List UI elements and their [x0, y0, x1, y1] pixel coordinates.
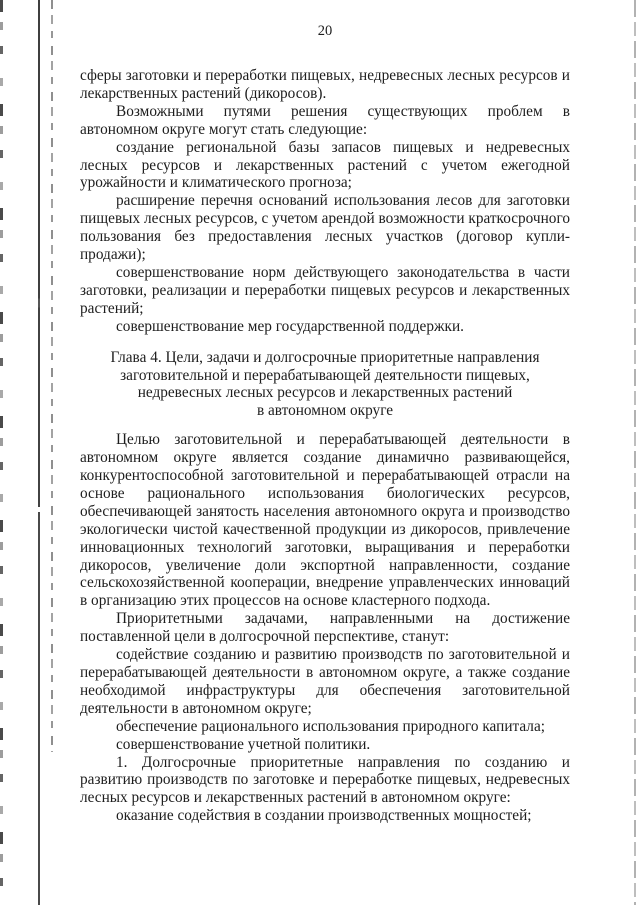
paragraph: совершенствование норм действующего законодательства в части заготовки, реализации и переработки пищевых ресурсов и лекарственных растений; — [80, 263, 570, 317]
paragraph: Возможными путями решения существующих проблем в автономном округе могут стать следующие: — [80, 102, 570, 138]
paragraph: совершенствование мер государственной поддержки. — [116, 317, 464, 335]
left-solid-rule-line — [38, 0, 40, 905]
paragraph: Целью заготовительной и перерабатывающей деятельности в автономном округе является создание динамично развивающейся, конкурентоспособной заготовительной и перерабатывающей отрасли на основе рационального использования биологических ресурсов, обеспечивающей занятость населения автономного округа и производство экологически чистой качественной продукции из дикоросов, привлечение инновационных технологий заготовки, выращивания и переработки дикоросов, увеличение доли экспортной направленности, создание сельскохозяйственной кооперации, внедрение управленческих инноваций в организацию этих процессов на основе кластерного подхода. — [80, 431, 570, 610]
chapter-heading-line: заготовительной и перерабатывающей деятельности пищевых, — [120, 366, 530, 384]
paragraph: создание региональной базы запасов пищевых и недревесных лесных ресурсов и лекарственных растений с учетом ежегодной урожайности и климатического прогноза; — [80, 138, 570, 192]
chapter-heading-line: Глава 4. Цели, задачи и долгосрочные приоритетные направления — [110, 348, 540, 366]
page-number: 20 — [317, 23, 333, 39]
paragraph: сферы заготовки и переработки пищевых, недревесных лесных ресурсов и лекарственных растений (дикоросов). — [80, 67, 570, 102]
paragraph: совершенствование учетной политики. — [116, 735, 371, 753]
paragraph: 1. Долгосрочные приоритетные направления по созданию и развитию производств по заготовке и переработке пищевых, недревесных лесных ресурсов и лекарственных растений в автономном округе: — [80, 753, 570, 807]
left-dashed-rule-line — [51, 0, 53, 752]
paragraph: содействие созданию и развитию производств по заготовительной и перерабатывающей деятельности в автономном округе, а также создание необходимой инфраструктуры для обеспечения заготовительной деятельности в автономном округе; — [80, 646, 570, 717]
scan-torn-edge-artifact — [0, 0, 3, 905]
chapter-heading-line: недревесных лесных ресурсов и лекарственных растений — [137, 384, 513, 402]
right-dashed-rule-line — [634, 0, 636, 905]
paragraph: расширение перечня оснований использования лесов для заготовки пищевых лесных ресурсов, с учетом арендой возможности краткосрочного пользования без предоставления лесных участков (договор купли-продажи); — [80, 192, 570, 264]
chapter-heading — [80, 349, 570, 421]
paragraph: обеспечение рационального использования природного капитала; — [116, 717, 545, 735]
chapter-heading-line: в автономном округе — [256, 402, 394, 420]
paragraph: Приоритетными задачами, направленными на достижение поставленной цели в долгосрочной перспективе, станут: — [80, 610, 570, 646]
paragraph: оказание содействия в создании производственных мощностей; — [116, 807, 532, 825]
page-content — [80, 0, 570, 825]
